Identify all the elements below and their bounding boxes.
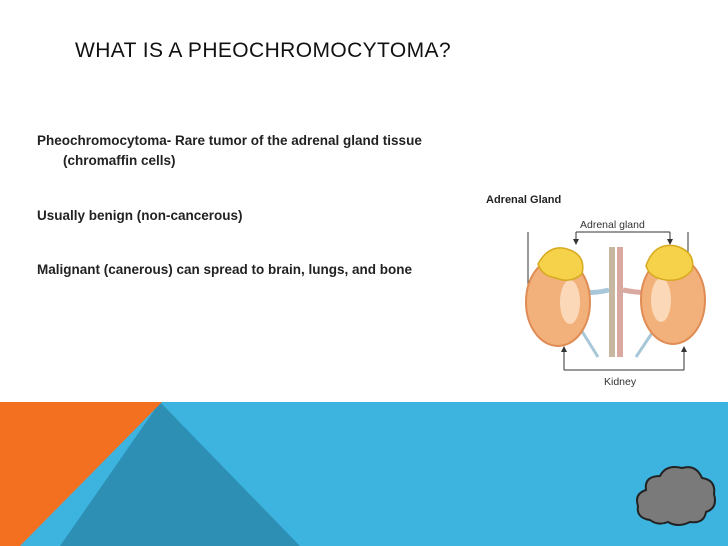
decorative-footer <box>0 402 728 546</box>
cloud-icon <box>632 462 718 528</box>
diagram-label-adrenal: Adrenal gland <box>580 219 645 231</box>
right-adrenal-gland <box>646 245 693 280</box>
bullet-benign: Usually benign (non-cancerous) <box>37 208 243 223</box>
adrenal-kidney-illustration <box>478 182 718 392</box>
bullet-definition <box>37 131 422 171</box>
bullet-malignant: Malignant (canerous) can spread to brain, lungs, and bone <box>37 262 413 277</box>
diagram-label-kidney: Kidney <box>604 376 637 388</box>
slide-title: WHAT IS A PHEOCHROMOCYTOMA? <box>75 39 452 62</box>
diagram-heading: Adrenal Gland <box>486 194 562 206</box>
bullet-definition-line2: (chromaffin cells) <box>63 153 176 168</box>
bullet-definition-line1: Pheochromocytoma- Rare tumor of the adrenal gland tissue <box>37 133 422 148</box>
adrenal-gland-diagram <box>478 182 718 392</box>
